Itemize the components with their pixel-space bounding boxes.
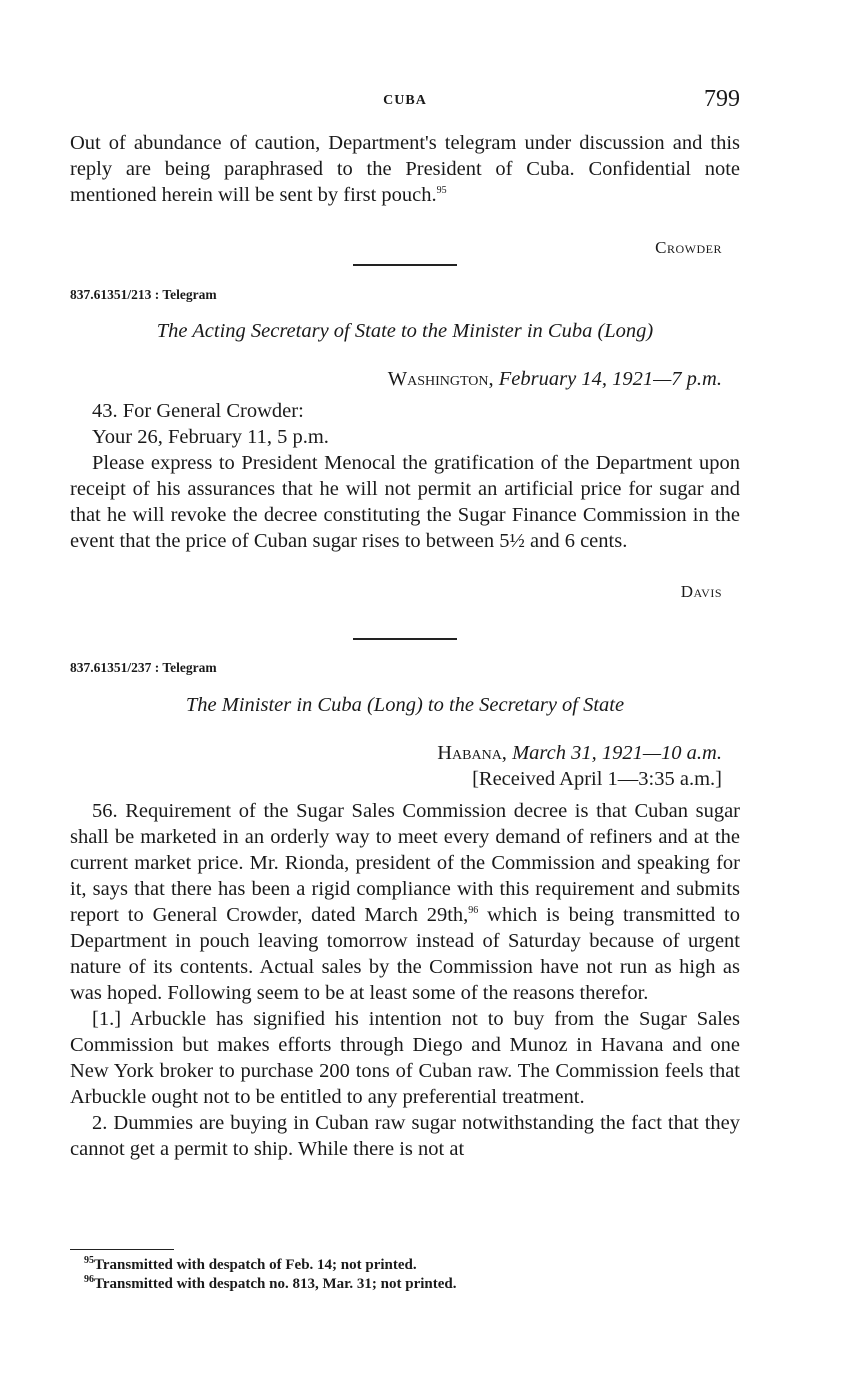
dateline: [437, 742, 722, 765]
telegram-body: [70, 398, 740, 554]
telegram-body: [70, 798, 740, 1162]
footnote-text: Transmitted with despatch no. 813, Mar. 31; not printed.: [94, 1276, 457, 1292]
running-title: CUBA: [383, 93, 427, 108]
dateline: [388, 368, 722, 391]
footnote-number: 96: [84, 1274, 94, 1285]
dateline-place: Washington,: [387, 368, 494, 390]
section-divider: [353, 638, 457, 640]
paragraph-text: 56. Requirement of the Sugar Sales Commission decree is that Cuban sugar shall be marketed in an orderly way to meet every demand of refiners and at the current market price. Mr. Rionda, president of the Commission and speaking for it, says that there has been a rigid compliance with this requirement and submits report to General Crowder, dated March 29th,: [70, 800, 740, 926]
footnote-number: 95: [84, 1255, 94, 1266]
telegram-paragraph: [70, 798, 740, 1006]
footnotes: [84, 1256, 457, 1294]
dateline-date: March 31, 1921—10 a.m.: [512, 742, 722, 764]
telegram-paragraph: Please express to President Menocal the gratification of the Department upon receipt of his assurances that he will not permit an artificial price for sugar and that he will revoke the decree constituting the Sugar Finance Commission in the event that the price of Cuban sugar rises to between 5½ and 6 cents.: [70, 452, 740, 552]
paragraph-text: Out of abundance of caution, Department's telegram under discussion and this reply are being paraphrased to the President of Cuba. Confidential note mentioned herein will be sent by first pouch.: [70, 132, 740, 206]
footnote: [84, 1275, 457, 1294]
footnote-ref: 95: [436, 185, 447, 197]
document-heading: The Minister in Cuba (Long) to the Secretary of State: [185, 694, 625, 716]
footnote-text: Transmitted with despatch of Feb. 14; not printed.: [94, 1257, 417, 1273]
footnote: [84, 1256, 457, 1275]
telegram-line: 43. For General Crowder:: [92, 400, 304, 422]
footnote-divider: [70, 1249, 174, 1250]
received-line: [Received April 1—3:35 a.m.]: [472, 768, 722, 790]
section-divider: [353, 264, 457, 266]
closing-paragraph: [70, 130, 740, 208]
file-number: 837.61351/213 : Telegram: [70, 287, 217, 302]
page-number: 799: [704, 86, 740, 112]
signature-crowder: Crowder: [655, 238, 722, 257]
paragraph-text: which is being transmitted to Department in pouch leaving tomorrow instead of Saturday because of urgent nature of its contents. Actual sales by the Commission have not run as high as was hoped. Following seem to be at least some of the reasons therefor.: [70, 904, 740, 1004]
dateline-date: February 14, 1921—7 p.m.: [498, 368, 722, 390]
telegram-paragraph: 2. Dummies are buying in Cuban raw sugar notwithstanding the fact that they cannot get a permit to ship. While there is not at: [70, 1112, 740, 1160]
dateline-place: Habana,: [437, 742, 507, 764]
telegram-line: Your 26, February 11, 5 p.m.: [92, 426, 329, 448]
file-number: 837.61351/237 : Telegram: [70, 660, 217, 675]
footnote-ref: 96: [468, 905, 479, 917]
signature-davis: Davis: [680, 582, 722, 601]
telegram-paragraph: [1.] Arbuckle has signified his intention not to buy from the Sugar Sales Commission but makes efforts through Diego and Munoz in Havana and one New York broker to purchase 200 tons of Cuban raw. The Commission feels that Arbuckle ought not to be entitled to any preferential treatment.: [70, 1008, 740, 1108]
running-head: [70, 86, 740, 112]
document-heading: The Acting Secretary of State to the Minister in Cuba (Long): [156, 320, 654, 342]
